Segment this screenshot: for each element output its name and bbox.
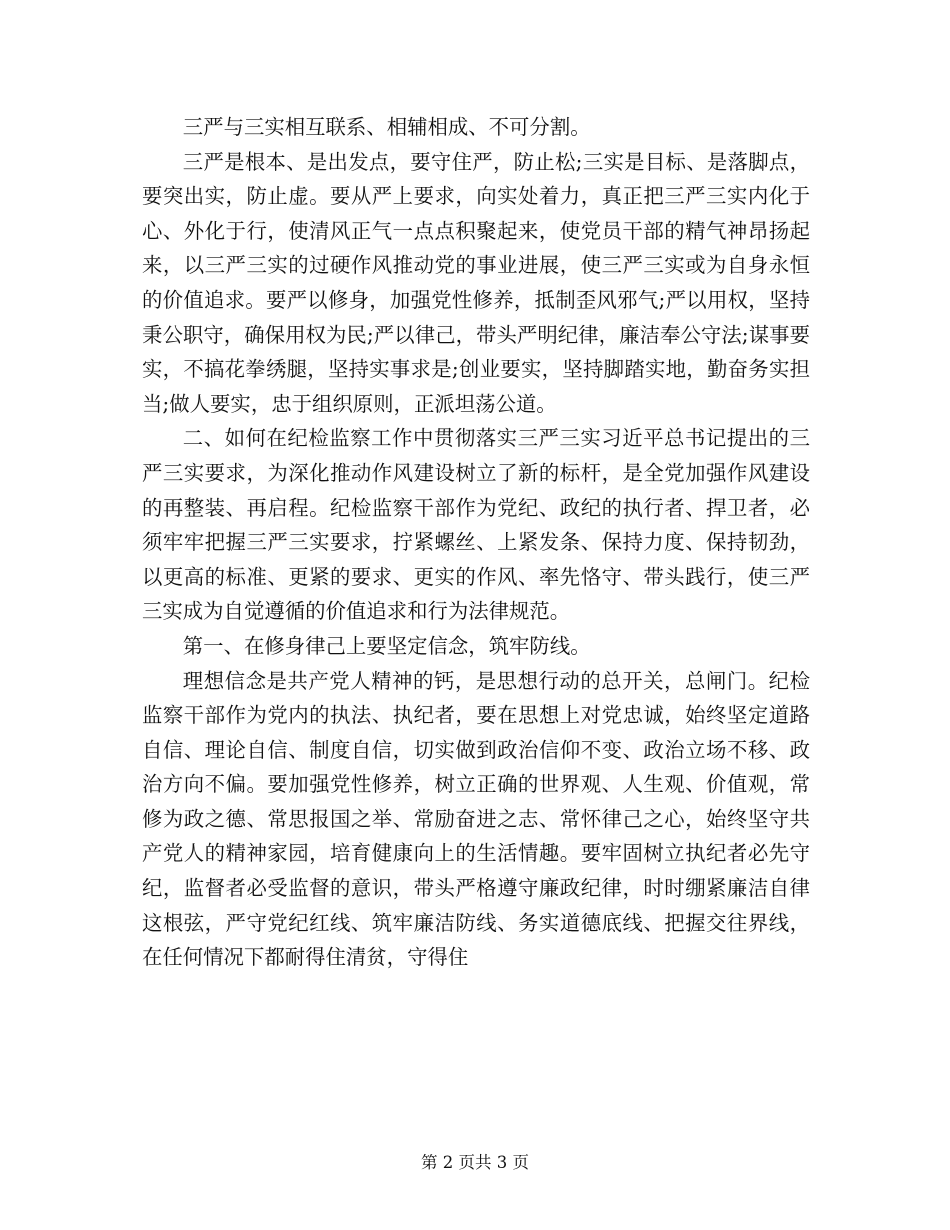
paragraph-3: 二、如何在纪检监察工作中贯彻落实三严三实习近平总书记提出的三严三实要求，为深化推动作风建设树立了新的标杆，是全党加强作风建设的再整装、再启程。纪检监察干部作为党纪、政纪的执行者、捍卫者，必须牢牢把握三严三实要求，拧紧螺丝、上紧发条、保持力度、保持韧劲，以更高的标准、更紧的要求、更实的作风、率先恪守、带头践行，使三严三实成为自觉遵循的价值追求和行为法律规范。 — [142, 426, 810, 624]
document-body — [142, 110, 810, 975]
paragraph-4: 第一、在修身律己上要坚定信念，筑牢防线。 — [182, 633, 591, 658]
page-number-footer: 第 2 页共 3 页 — [421, 1153, 529, 1172]
paragraph-2: 三严是根本、是出发点，要守住严，防止松;三实是目标、是落脚点，要突出实，防止虚。要从严上要求，向实处着力，真正把三严三实内化于心、外化于行，使清风正气一点点积聚起来，使党员干部的精气神昂扬起来，以三严三实的过硬作风推动党的事业进展，使三严三实或为自身永恒的价值追求。要严以修身，加强党性修养，抵制歪风邪气;严以用权，坚持秉公职守，确保用权为民;严以律己，带头严明纪律，廉洁奉公守法;谋事要实，不搞花拳绣腿，坚持实事求是;创业要实，坚持脚踏实地，勤奋务实担当;做人要实，忠于组织原则，正派坦荡公道。 — [142, 149, 810, 416]
paragraph-1: 三严与三实相互联系、相辅相成、不可分割。 — [182, 115, 591, 139]
paragraph-5: 理想信念是共产党人精神的钙，是思想行动的总开关，总闸门。纪检监察干部作为党内的执法、执纪者，要在思想上对党忠诚，始终坚定道路自信、理论自信、制度自信，切实做到政治信仰不变、政治立场不移、政治方向不偏。要加强党性修养，树立正确的世界观、人生观、价值观，常修为政之德、常思报国之举、常励奋进之志、常怀律己之心，始终坚守共产党人的精神家园，培育健康向上的生活情趣。要牢固树立执纪者必先守纪，监督者必受监督的意识，带头严格遵守廉政纪律，时时绷紧廉洁自律这根弦，严守党纪红线、筑牢廉洁防线、务实道德底线、把握交往界线，在任何情况下都耐得住清贫，守得住 — [142, 668, 810, 970]
